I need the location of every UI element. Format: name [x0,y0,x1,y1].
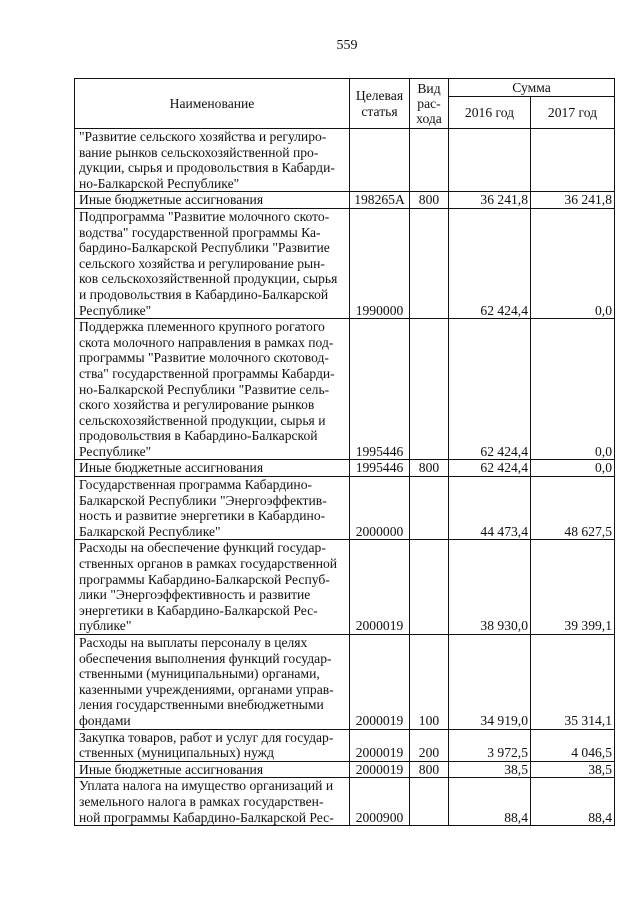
row-2017: 4 046,5 [531,729,615,761]
row-name-line: фондами [79,712,131,728]
row-name [75,761,350,778]
row-name-line: ственных органов в рамках государственной [79,556,338,572]
row-2016: 36 241,8 [449,192,531,209]
table-row [75,729,615,761]
row-target: 2000019 [350,729,410,761]
row-name-line: и продовольствия в Кабардино-Балкарской [79,286,329,302]
row-name-line: но-Балкарской Республике" [79,175,240,191]
row-vid [410,540,449,635]
row-2017: 36 241,8 [531,192,615,209]
table-row [75,635,615,730]
row-name-line: ского хозяйства и регулирование рынков [79,397,315,413]
row-name-line: Закупка товаров, работ и услуг для государ- [79,729,334,745]
row-2016: 38 930,0 [449,540,531,635]
row-name-line: сельского хозяйства и регулирование рын- [79,255,325,271]
row-vid [410,477,449,540]
row-target: 2000000 [350,477,410,540]
row-target: 2000019 [350,540,410,635]
table-row [75,208,615,318]
row-2017: 0,0 [531,460,615,477]
row-name-line: ления государственными внебюджетными [79,697,324,713]
row-name-line: ков сельскохозяйственной продукции, сырья [79,271,338,287]
row-target: 1995446 [350,460,410,477]
row-name-line: казенными учреждениями, органами управ- [79,681,334,697]
header-vid-line: рас- [417,96,441,111]
row-target: 2000019 [350,635,410,730]
row-vid: 800 [410,761,449,778]
row-vid [410,319,449,460]
row-2016: 3 972,5 [449,729,531,761]
header-vid-line: хода [416,111,442,126]
row-target: 1990000 [350,208,410,318]
row-name-line: энергетики в Кабардино-Балкарской Рес- [79,602,318,618]
row-2016: 62 424,4 [449,460,531,477]
row-name-line: Расходы на выплаты персоналу в целях [79,635,308,650]
row-2016: 88,4 [449,778,531,826]
row-name [75,129,350,192]
row-name-line: Поддержка племенного крупного рогатого [79,319,325,335]
header-name: Наименование [75,79,350,129]
row-2016: 44 473,4 [449,477,531,540]
header-vid [410,79,449,129]
row-name-line: сельскохозяйственной продукции, сырья и [79,412,326,428]
row-vid: 200 [410,729,449,761]
row-name-line: Уплата налога на имущество организаций и [79,778,334,794]
row-name-line: скота молочного направления в рамках под- [79,334,334,350]
table-row [75,319,615,460]
row-target: 1995446 [350,319,410,460]
header-2016: 2016 год [449,97,531,129]
row-name-line: бардино-Балкарской Республики "Развитие [79,240,330,256]
row-name-line: Расходы на обеспечение функций государ- [79,540,326,556]
row-name-line: ной программы Кабардино-Балкарской Рес- [79,809,334,825]
row-2017 [531,129,615,192]
table-row [75,129,615,192]
row-name [75,635,350,730]
row-2017: 88,4 [531,778,615,826]
table-row [75,778,615,826]
row-name [75,208,350,318]
row-2016: 34 919,0 [449,635,531,730]
row-target: 2000900 [350,778,410,826]
row-name-line: обеспечения выполнения функций государ- [79,650,332,666]
row-2017: 38,5 [531,761,615,778]
row-name-line: ственных (муниципальных) нужд [79,745,274,761]
row-vid: 800 [410,192,449,209]
row-name-line: Балкарской Республике" [79,523,221,539]
row-name [75,729,350,761]
row-name-line: "Развитие сельского хозяйства и регулиро- [79,129,327,144]
table-row [75,477,615,540]
row-name-line: программы "Развитие молочного скотовод- [79,350,329,366]
page-number: 559 [336,38,358,53]
row-name-line: Балкарской Республики "Энергоэффектив- [79,492,327,508]
row-name [75,778,350,826]
row-name [75,540,350,635]
table-row [75,761,615,778]
header-target-label: Целевая статья [355,87,404,119]
row-name [75,477,350,540]
row-vid: 100 [410,635,449,730]
row-name-line: но-Балкарской Республики "Развитие сель- [79,381,330,397]
row-name-line: дукции, сырья и продовольствия в Кабарди- [79,160,335,176]
row-name-line: продовольствия в Кабардино-Балкарской [79,428,318,444]
budget-table [74,78,615,826]
row-target [350,129,410,192]
row-name [75,192,350,209]
row-name-line: земельного налога в рамках государствен- [79,793,324,809]
row-name-line: ность и развитие энергетики в Кабардино- [79,508,326,524]
row-name-line: Государственная программа Кабардино- [79,477,313,493]
table-row [75,460,615,477]
header-2017: 2017 год [531,97,615,129]
row-2016 [449,129,531,192]
row-vid: 800 [410,460,449,477]
row-2017: 0,0 [531,319,615,460]
row-name [75,460,350,477]
row-vid [410,778,449,826]
row-name-line: Иные бюджетные ассигнования [79,460,264,476]
row-2016: 62 424,4 [449,208,531,318]
table-row [75,540,615,635]
row-name-line: программы Кабардино-Балкарской Респуб- [79,571,330,587]
header-target [350,79,410,129]
row-name-line: водства" государственной программы Ка- [79,224,321,240]
row-target: 2000019 [350,761,410,778]
row-name-line: Иные бюджетные ассигнования [79,761,264,777]
row-name-line: ства" государственной программы Кабарди- [79,365,335,381]
table-row [75,192,615,209]
row-2017: 35 314,1 [531,635,615,730]
header-vid-line: Вид [417,81,441,96]
row-name-line: Иные бюджетные ассигнования [79,192,264,208]
row-name-line: публике" [79,618,132,634]
table-body [75,129,615,826]
row-name-line: Подпрограмма "Развитие молочного ското- [79,208,330,224]
row-2016: 62 424,4 [449,319,531,460]
row-name-line: ственными (муниципальными) органами, [79,666,320,682]
header-sum: Сумма [449,79,615,97]
row-vid [410,208,449,318]
row-name-line: Республике" [79,443,152,459]
row-2017: 48 627,5 [531,477,615,540]
row-target: 198265А [350,192,410,209]
row-2016: 38,5 [449,761,531,778]
row-name-line: вание рынков сельскохозяйственной про- [79,144,319,160]
row-name [75,319,350,460]
row-2017: 39 399,1 [531,540,615,635]
row-name-line: Республике" [79,302,152,318]
row-2017: 0,0 [531,208,615,318]
row-name-line: лики "Энергоэффективность и развитие [79,587,311,603]
row-vid [410,129,449,192]
